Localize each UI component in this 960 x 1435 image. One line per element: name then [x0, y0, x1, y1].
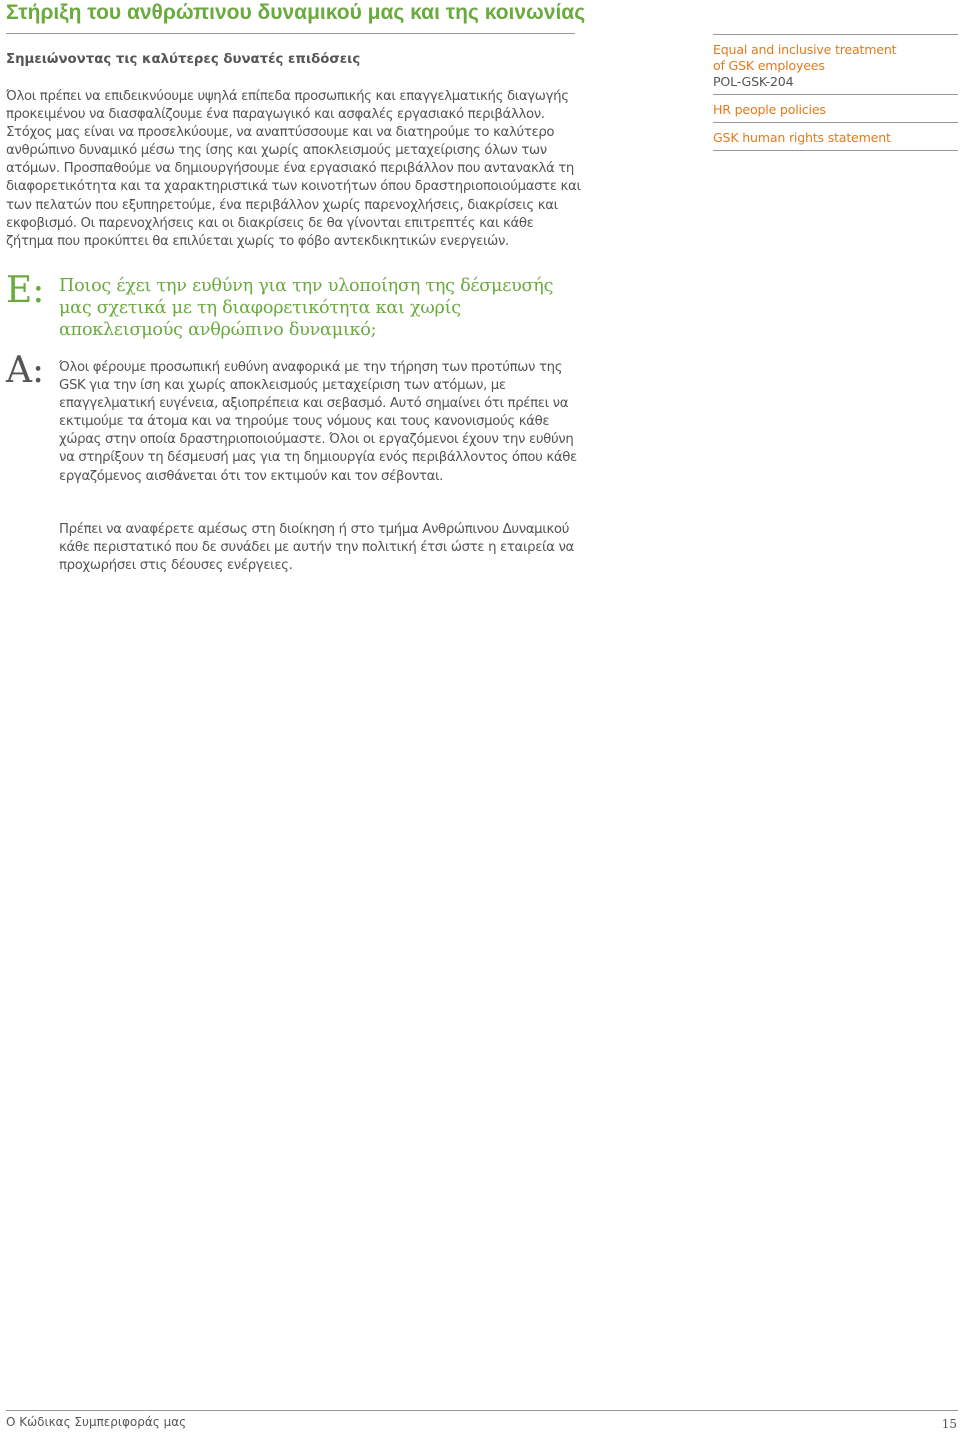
policy-code: POL-GSK-204 — [713, 74, 794, 89]
answer-paragraph-1: Όλοι φέρουμε προσωπική ευθύνη αναφορικά με την τήρηση των προτύπων της GSK για την ίση και χωρίς αποκλεισμούς μεταχείριση των ατόμων, με επαγγελματική ευγένεια, αξιοπρέπεια και σεβασμό. Αυτό σημαίνει ότι πρέπει να εκτιμούμε τα άτομα και να τηρούμε τους νόμους και τους κανονισμούς κάθε χώρας στην οποία δραστηριοποιούμαστε. Όλοι οι εργαζόμενοι έχουν την ευθύνη να στηρίξουν τη δέσμευσή μας για τη δημιουργία ενός περιβάλλοντος όπου κάθε εργαζόμενος αισθάνεται ότι τον εκτιμούν και τον σέβονται. — [59, 360, 577, 484]
page-title: Στήριξη του ανθρώπινου δυναμικού μας και της κοινωνίας — [6, 1, 586, 24]
link-equal-treatment-line2[interactable]: of GSK employees — [713, 58, 825, 73]
footer-document-name: Ο Κώδικας Συμπεριφοράς μας — [6, 1415, 187, 1429]
sidebar-item-human-rights[interactable] — [713, 123, 958, 150]
link-hr-people-policies[interactable]: HR people policies — [713, 102, 826, 117]
link-human-rights-statement[interactable]: GSK human rights statement — [713, 130, 891, 145]
title-divider — [6, 33, 575, 34]
sidebar-item-equal-treatment-policy[interactable] — [713, 35, 958, 94]
answer-paragraph-2: Πρέπει να αναφέρετε αμέσως στη διοίκηση ή στο τμήμα Ανθρώπινου Δυναμικού κάθε περιστατικό που δε συνάδει με αυτήν την πολιτική έτσι ώστε η εταιρεία να προχωρήσει στις δέουσες ενέργειες. — [59, 522, 574, 574]
sidebar-divider — [713, 150, 958, 151]
related-links-sidebar — [713, 34, 958, 151]
footer-divider — [6, 1410, 958, 1411]
link-equal-treatment-line1[interactable]: Equal and inclusive treatment — [713, 42, 897, 57]
question-marker: Ε: — [6, 270, 45, 311]
section-heading: Σημειώνοντας τις καλύτερες δυνατές επιδόσεις — [6, 52, 361, 67]
question-text: Ποιος έχει την ευθύνη για την υλοποίηση της δέσμευσής μας σχετικά με τη διαφορετικότητα και χωρίς αποκλεισμούς ανθρώπινο δυναμικό; — [59, 276, 554, 340]
intro-paragraph: Όλοι πρέπει να επιδεικνύουμε υψηλά επίπεδα προσωπικής και επαγγελματικής διαγωγής προκειμένου να διασφαλίζουμε ένα παραγωγικό και ασφαλές εργασιακό περιβάλλον. Στόχος μας είναι να προσελκύουμε, να αναπτύσσουμε και να διατηρούμε το καλύτερο ανθρώπινο δυναμικό μέσω της ίσης και χωρίς αποκλεισμούς μεταχείρισης όλων των ατόμων. Προσπαθούμε να δημιουργήσουμε ένα εργασιακό περιβάλλον που αντανακλά τη διαφορετικότητα και τα χαρακτηριστικά των κοινοτήτων όπου δραστηριοποιούμαστε και των πελατών που εξυπηρετούμε, ένα περιβάλλον χωρίς παρενοχλήσεις, διακρίσεις και εκφοβισμό. Οι παρενοχλήσεις και οι διακρίσεις δε θα γίνονται επιτρεπτές και κάθε ζήτημα που προκύπτει θα επιλύεται χωρίς το φόβο αντεκδικητικών ενεργειών. — [6, 89, 581, 249]
answer-marker: Α: — [6, 350, 45, 391]
sidebar-item-hr-policies[interactable] — [713, 95, 958, 122]
page-number: 15 — [941, 1417, 957, 1431]
